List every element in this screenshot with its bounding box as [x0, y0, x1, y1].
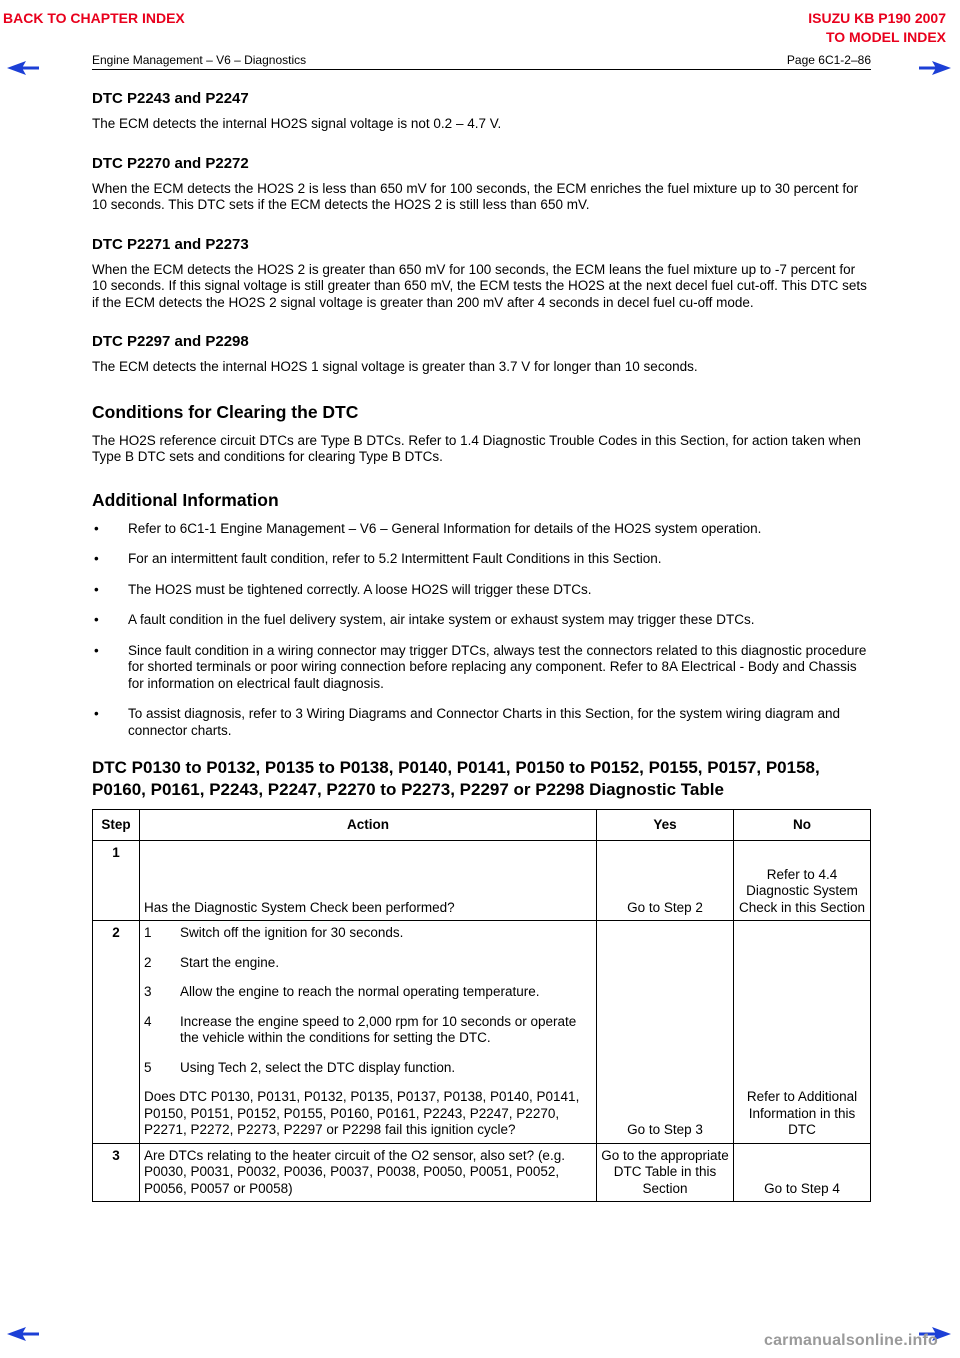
header-section-title: Engine Management – V6 – Diagnostics: [92, 53, 307, 67]
step-action: Are DTCs relating to the heater circuit of the O2 sensor, also set? (e.g. P0030, P0031, P0032, P0036, P0037, P0038, P0050, P0051, P0052, P0056, P0057 or P0058): [140, 1143, 597, 1202]
column-header-step: Step: [93, 810, 140, 841]
table-header-row: [93, 810, 871, 841]
section-text: The ECM detects the internal HO2S 1 signal voltage is greater than 3.7 V for longer than 10 seconds.: [92, 359, 698, 374]
substep: 1 Switch off the ignition for 30 seconds.: [144, 925, 404, 940]
section-text: The ECM detects the internal HO2S signal voltage is not 0.2 – 4.7 V.: [92, 116, 502, 131]
page-content: [92, 90, 871, 1202]
section-heading: DTC P2270 and P2272: [92, 154, 249, 172]
step-number: 2: [93, 921, 140, 1144]
list-item: • A fault condition in the fuel delivery system, air intake system or exhaust system may trigger these DTCs.: [94, 612, 755, 627]
step-yes: Go to Step 2: [597, 841, 734, 921]
additional-info-list: [92, 521, 871, 740]
section-heading: Conditions for Clearing the DTC: [92, 401, 359, 422]
step-number: 1: [93, 841, 140, 921]
step-no: Refer to Additional Information in this DTC: [734, 921, 871, 1144]
to-model-index-link[interactable]: TO MODEL INDEX: [825, 29, 946, 45]
list-item: • The HO2S must be tightened correctly. A loose HO2S will trigger these DTCs.: [94, 581, 592, 597]
column-header-no: No: [734, 810, 871, 841]
bullet-icon: •: [94, 612, 99, 627]
list-item: • Since fault condition in a wiring connector may trigger DTCs, always test the connectors related to this diagnostic procedure for shorted terminals or poor wiring connection before replacing any component. Refer to 8A Electrical - Body and Chassis for information on electrical fault diagnosis.: [94, 642, 867, 691]
prev-page-arrow-icon[interactable]: [6, 60, 40, 76]
step-action: Has the Diagnostic System Check been performed?: [140, 841, 597, 921]
section-text: The HO2S reference circuit DTCs are Type B DTCs. Refer to 1.4 Diagnostic Trouble Codes in this Section, for action taken when Type B DTC sets and conditions for clearing Type B DTCs.: [92, 432, 861, 464]
bullet-icon: •: [94, 706, 99, 721]
step-no: Go to Step 4: [734, 1143, 871, 1202]
step-question: Does DTC P0130, P0131, P0132, P0135, P0137, P0138, P0140, P0141, P0150, P0151, P0152, P0155, P0160, P0161, P2243, P2247, P2270, P2271, P2272, P2273, P2297 or P2298 fail this ignition cycle?: [144, 1089, 580, 1137]
substep: 4 Increase the engine speed to 2,000 rpm for 10 seconds or operate the vehicle within the conditions for setting the DTC.: [144, 1013, 577, 1045]
model-title: ISUZU KB P190 2007: [808, 10, 946, 26]
header-rule: [92, 69, 871, 70]
diagnostic-table: [92, 809, 871, 1202]
table-row: [93, 1143, 871, 1202]
table-row: [93, 921, 871, 1144]
step-no: Refer to 4.4 Diagnostic System Check in this Section: [734, 841, 871, 921]
list-item: • To assist diagnosis, refer to 3 Wiring Diagrams and Connector Charts in this Section, for the system wiring diagram and connector charts.: [94, 706, 841, 738]
list-item: • Refer to 6C1-1 Engine Management – V6 – General Information for details of the HO2S system operation.: [94, 520, 762, 536]
diagnostic-table-title: DTC P0130 to P0132, P0135 to P0138, P0140, P0141, P0150 to P0152, P0155, P0157, P0158, P0160, P0161, P2243, P2247, P2270 to P2273, P2297 or P2298 Diagnostic Table: [92, 758, 820, 799]
list-item: • For an intermittent fault condition, refer to 5.2 Intermittent Fault Conditions in this Section.: [94, 551, 662, 566]
column-header-action: Action: [140, 810, 597, 841]
section-heading: Additional Information: [92, 489, 279, 510]
step-action: [140, 921, 597, 1144]
bullet-icon: •: [94, 551, 99, 566]
bullet-icon: •: [94, 642, 99, 658]
column-header-yes: Yes: [597, 810, 734, 841]
section-heading: DTC P2297 and P2298: [92, 333, 249, 350]
bullet-icon: •: [94, 520, 99, 536]
next-page-arrow-icon[interactable]: [918, 60, 952, 76]
section-heading: DTC P2271 and P2273: [92, 235, 249, 253]
step-number: 3: [93, 1143, 140, 1202]
substep: 3 Allow the engine to reach the normal operating temperature.: [144, 984, 540, 999]
bullet-icon: •: [94, 581, 99, 597]
step-yes: Go to the appropriate DTC Table in this Section: [597, 1143, 734, 1202]
section-heading: DTC P2243 and P2247: [92, 90, 249, 107]
header-page-number: Page 6C1-2–86: [786, 53, 871, 67]
table-row: [93, 841, 871, 921]
substep: 5 Using Tech 2, select the DTC display function.: [144, 1059, 456, 1075]
back-to-chapter-index-link[interactable]: BACK TO CHAPTER INDEX: [3, 10, 185, 26]
section-text: When the ECM detects the HO2S 2 is greater than 650 mV for 100 seconds, the ECM leans the fuel mixture up to -7 percent for 10 seconds. If this signal voltage is still greater than 650 mV, the ECM tests the HO2S at the next decel fuel cut-off. This DTC sets if the ECM detects the HO2S 2 signal voltage is greater than 200 mV after 4 seconds in decel fuel cu-off mode.: [92, 261, 867, 310]
prev-page-arrow-icon[interactable]: [6, 1326, 40, 1342]
watermark: carmanualsonline.info: [763, 1332, 938, 1349]
substep: 2 Start the engine.: [144, 954, 280, 970]
section-text: When the ECM detects the HO2S 2 is less than 650 mV for 100 seconds, the ECM enriches the fuel mixture up to 30 percent for 10 seconds. This DTC sets if the ECM detects the HO2S 2 is still less than 650 mV.: [92, 180, 859, 212]
step-yes: Go to Step 3: [597, 921, 734, 1144]
